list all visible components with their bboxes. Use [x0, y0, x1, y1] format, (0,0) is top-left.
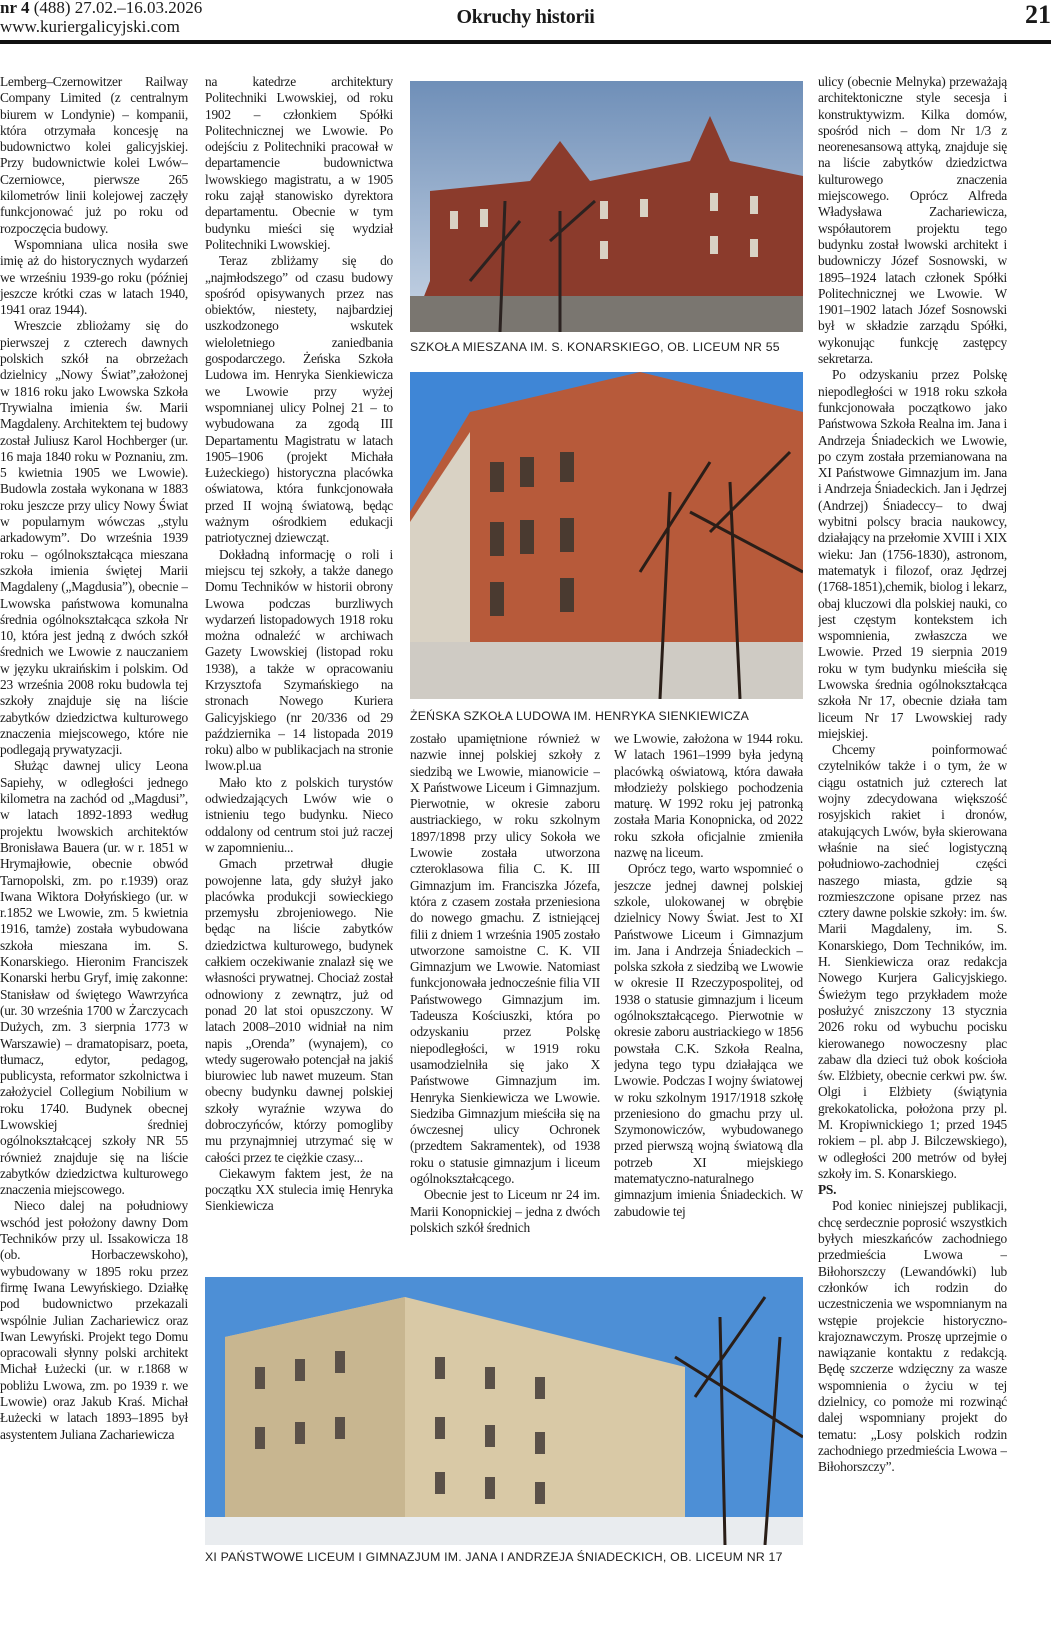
paragraph: Lemberg–Czernowitzer Railway Company Limited (z centralnym biurem w Londynie) – kompanii, która otrzymała koncesję na budownictwo kolei galicyjskiej. Przy budownictwie kolei Lwów–Czerniowce, pierwsze 265 kilometrów linii kolejowej zaczęły funkcjonować już po roku od rozpoczęcia budowy.: [0, 74, 188, 236]
section-title: Okruchy historii: [456, 6, 595, 28]
column-1: [0, 74, 188, 1635]
column-2: [205, 74, 393, 1272]
website: www.kuriergalicyjski.com: [0, 17, 180, 36]
paragraph: Służąc dawnej ulicy Leona Sapiehy, w odległości jednego kilometra na zachód od „Magdusi”, w latach 1892-1893 według projektu lwowskich architektów Bronisława Bauera (ur. w r. 1851 w Hrymajłowie, obecnie obwód Tarnopolski, zm. po r.1939) oraz Iwana Wiktora Dołyńskiego (ur. w r.1852 we Lwowie, zm. 5 kwietnia 1916, tamże) została wybudowana szkoła mieszana im. S. Konarskiego. Hieronim Franciszek Konarski herbu Gryf, imię zakonne: Stanisław od świętego Wawrzyńca (ur. 30 września 1700 w Żarczycach Dużych, zm. 3 sierpnia 1773 w Warszawie) – dramatopisarz, poeta, tłumacz, edytor, pedagog, publicysta, reformator szkolnictwa i założyciel Collegium Nobilium w roku 1740. Budynek obecnej Lwowskiej średniej ogólnokształcącej szkoły NR 55 również znajduje się na liście zabytków dziedzictwa kulturowego znaczenia miejscowego.: [0, 758, 188, 1198]
column-3: [410, 731, 600, 1272]
ps-paragraph: Pod koniec niniejszej publikacji, chcę serdecznie poprosić wszystkich byłych mieszkańców zachodniego przedmieścia Lwowa – Biłohorszczy (Lewandówki) lub członków ich rodzin do uczestniczenia we wspomnianym na wstępie projekcie historyczno-krajoznawczym. Proszę uprzejmie o nawiązanie kontaktu z redakcją. Będę szczerze wdzięczny za wasze wspomnienia o życiu w tej dzielnicy, co pomoże mi rozwinąć dalej wspomniany projekt do tematu: „Losy polskich rodzin zachodniego przedmieścia Lwowa – Biłohorszczy”.: [818, 1198, 1007, 1475]
paragraph: Chcemy poinformować czytelników także i o tym, że w ciągu ostatnich już czterech lat wojny zdecydowana większość rosyjskich rakiet i dronów, atakujących Lwów, była skierowana właśnie na sieć logistyczną południowo-zachodniej części naszego miasta, gdzie są rozmieszczone opisane przez nas cztery dawne polskie szkoły: im. św. Marii Magdaleny, im. S. Konarskiego, Dom Techników, im. H. Sienkiewicza oraz redakcja Nowego Kurjera Galicyjskiego. Świeżym tego przykładem może posłużyć zniszczony 13 stycznia 2026 roku od wybuchu pocisku kierowanego nowoczesny plac zabaw dla dzieci tuż obok kościoła św. Elżbiety, obecnie cerkwi pw. św. Olgi i Elżbiety (świątynia grekokatolicka, położona przy pl. M. Kropiwnickiego 1; przed 1945 rokiem – pl. abp J. Bilczewskiego), w odległości 200 metrów od byłej szkoły im. S. Konarskiego.: [818, 742, 1007, 1181]
paragraph: Wspomniana ulica nosiła swe imię aż do historycznych wydarzeń we wrześniu 1939-go roku (później jeszcze krótki czas w latach 1940, 1941 oraz 1944).: [0, 236, 188, 318]
issue-dates: (488) 27.02.–16.03.2026: [29, 0, 203, 17]
paragraph: Gmach przetrwał długie powojenne lata, gdy służył jako placówka produkcji sowieckiego przemysłu zbrojeniowego. Nie będąc na liście zabytków dziedzictwa kulturowego, budynek całkiem oczekiwanie znalazł się we własności prywatnej. Chociaż został odnowiony z zewnątrz, już od ponad 20 lat stoi opuszczony. W latach 2008–2010 widniał na nim napis „Orenda” (wynajem), co wtedy sugerowało potencjał na jakiś biurowiec lub nawet muzeum. Stan obecny budynku dawnej polskiej szkoły wyraźnie wzywa do dobroczyńców, którzy pomogliby mu przynajmniej utrzymać się w całości przez te ciężkie czasy...: [205, 856, 393, 1165]
issue-number: nr 4: [0, 0, 30, 17]
paragraph: Po odzyskaniu przez Polskę niepodległości w 1918 roku szkoła funkcjonowała początkowo jako Państwowa Szkoła Realna im. Jana i Andrzeja Śniadeckich we Lwowie, po czym została przemianowana na XI Państwowe Gimnazjum im. Jana i Andrzeja Śniadeckich. Jan i Jędrzej (Andrzej) Śniadeccy– to dwaj wybitni polscy bracia naukowcy, działający na przełomie XVIII i XIX wieku: Jan (1756-1830), astronom, matematyk i filozof, oraz Jędrzej (1768-1851),chemik, biolog i lekarz, obaj kluczowi dla polskiej nauki, co jest częstym kontekstem ich wspomnienia, zwłaszcza we Lwowie. Przed 19 sierpnia 2019 roku w tym budynku mieściła się Lwowska średnia ogólnokształcąca szkoła Nr 17, obecnie działa tam liceum Nr 17 Lwowskiej rady miejskiej.: [818, 367, 1007, 741]
ps-heading: PS.: [818, 1182, 837, 1198]
paragraph: ulicy (obecnie Melnyka) przeważają architektoniczne style secesja i konstruktywizm. Kilka domów, spośród nich – dom Nr 1/3 z neorenesansową attyką, znajduje się na liście zabytków dziedzictwa kulturowego znaczenia miejscowego. Oprócz Alfreda Władysława Zachariewicza, współautorem projektu tego budynku został lwowski architekt i budowniczy Józef Sosnowski, w 1895–1924 latach członek Spółki Politechnicznej we Lwowie. W 1901–1902 latach Józef Sosnowski był w składzie zarządu Spółki, wykonując funkcję zastępcy sekretarza.: [818, 74, 1007, 367]
paragraph: Teraz zbliżamy się do „najmłodszego” od czasu budowy spośród opisywanych przez nas obiektów, niestety, najbardziej uszkodzonego wskutek wieloletniego zaniedbania gospodarczego. Żeńska Szkoła Ludowa im. Henryka Sienkiewicza we Lwowie przy wyżej wspomnianej ulicy Polnej 21 – to wybudowana za zgodą III Departamentu Magistratu w latach 1905–1906 (projekt Michała Łużeckiego) historyczna placówka oświatowa, która funkcjonowała przed II wojną światową, będąc ważnym ośrodkiem edukacji patriotycznej dziewcząt.: [205, 253, 393, 546]
paragraph: Mało kto z polskich turystów odwiedzających Lwów wie o istnieniu tego budynku. Nieco oddalony od centrum stoi już raczej w zapomnieniu...: [205, 774, 393, 855]
column-3b: [614, 731, 803, 1272]
paragraph: Ciekawym faktem jest, że na początku XX stulecia imię Henryka Sienkiewicza: [205, 1165, 393, 1214]
page-number: 21: [1025, 0, 1051, 29]
paragraph: we Lwowie, założona w 1944 roku. W latach 1961–1999 była jedyną placówką oświatową, która dawała młodzieży polskiego pochodzenia maturę. W 1992 roku jej patronką została Maria Konopnicka, od 2022 roku szkoła oficjalnie zmieniła nazwę na liceum.: [614, 731, 803, 861]
photo-sniadecki-school: [205, 1277, 803, 1545]
column-4: [818, 74, 1007, 1635]
paragraph: na katedrze architektury Politechniki Lwowskiej, od roku 1902 – członkiem Spółki Politechnicznej we Lwowie. Po odejściu z Politechniki pracował w departamencie budownictwa lwowskiego magistratu, a w 1905 roku zajął stanowisko dyrektora departamentu. Obecnie w tym budynku mieści się wydział Politechniki Lwowskiej.: [205, 74, 393, 252]
photo-caption-1: SZKOŁA MIESZANA IM. S. KONARSKIEGO, OB. LICEUM NR 55: [410, 340, 780, 354]
photo-sienkiewicz-school: [410, 372, 803, 699]
photo-caption-3: XI PAŃSTWOWE LICEUM I GIMNAZJUM IM. JANA I ANDRZEJA ŚNIADECKICH, OB. LICEUM NR 17: [205, 1550, 783, 1564]
paragraph: Nieco dalej na południowy wschód jest położony dawny Dom Techników przy ul. Issakowicza 18 (ob. Horbaczewskoho), wybudowany w 1895 roku przez firmę Iwana Lewyńskiego. Działkę pod budownictwo przekazali wspólnie Julian Zachariewicz oraz Iwan Lewyński. Projekt tego Domu opracowali słynny polski architekt Michał Łużecki (ur. w r.1868 w pobliżu Lwowa, zm. po 1939 r. we Lwowie) oraz Jakub Kraś. Michał Łużecki w latach 1893–1895 był asystentem Juliana Zachariewicza: [0, 1198, 188, 1442]
header-rule: [0, 40, 1051, 44]
photo-caption-2: ŻEŃSKA SZKOŁA LUDOWA IM. HENRYKA SIENKIEWICZA: [410, 709, 750, 723]
paragraph: Dokładną informację o roli i miejscu tej szkoły, a także danego Domu Techników w historii obrony Lwowa podczas burzliwych wydarzeń listopadowych 1918 roku można odnaleźć w archiwach Gazety Lwowskiej (listopad roku 1938), a także w opracowaniu Krzysztofa Szymańskiego na stronach Nowego Kuriera Galicyjskiego (nr 20/336 od 29 października – 14 listopada 2019 roku) albo w publikacjach na stronie lwow.pl.ua: [205, 546, 393, 774]
paragraph: Oprócz tego, warto wspomnieć o jeszcze jednej dawnej polskiej szkole, ulokowanej w obrębie dzielnicy Nowy Świat. Jest to XI Państwowe Liceum i Gimnazjum im. Jana i Andrzeja Śniadeckich – polska szkoła z siedzibą we Lwowie w okresie II Rzeczypospolitej, od 1938 o statusie gimnazjum i liceum ogólnokształcącego. Pierwotnie w okresie zaboru austriackiego w 1856 powstała C.K. Szkoła Realna, jedyna tego typu działająca we Lwowie. Podczas I wojny światowej w roku szkolnym 1917/1918 szkołę przeniesiono do gmachu przy ul. Szymonowiczów, wybudowanego przed pierwszą wojną światową dla potrzeb XI miejskiego matematyczno-naturalnego gimnazjum imienia Śniadeckich. W zabudowie tej: [614, 861, 803, 1219]
paragraph: zostało upamiętnione również w nazwie innej polskiej szkoły z siedzibą we Lwowie, mianowicie – X Państwowe Liceum i Gimnazjum. Pierwotnie, w okresie zaboru austriackiego, w roku szkolnym 1897/1898 przy ulicy Sokoła we Lwowie została utworzona czteroklasowa filia C. K. III Gimnazjum im. Franciszka Józefa, która z czasem została przeniesiona do nowego gmachu. Z istniejącej filii z dniem 1 września 1905 zostało utworzone samoistne C. K. VII Gimnazjum we Lwowie. Natomiast funkcjonowała jednocześnie filia VII Państwowego Gimnazjum im. Tadeusza Kościuszki, która po odzyskaniu przez Polskę niepodległości, w 1919 roku usamodzielniła się jako X Państwowe Gimnazjum im. Henryka Sienkiewicza we Lwowie. Siedziba Gimnazjum mieściła się na ówczesnej ulicy Ochronek (przedtem Sakramentek), od 1938 roku o statusie gimnazjum i liceum ogólnokształcącego.: [410, 731, 600, 1187]
paragraph: Wreszcie zbliożamy się do pierwszej z czterech dawnych polskich szkół na obrzeżach dzielnicy „Nowy Świat”,założonej w 1816 roku jako Lwowska Szkoła Trywialna imienia św. Marii Magdaleny. Architektem tej budowy został Juliusz Karol Hochberger (ur. 16 maja 1840 roku w Poznaniu, zm. 5 kwietnia 1905 we Lwowie). Budowla została wykonana w 1883 roku jeszcze przy ulicy Nowy Świat w popularnym wówczas „stylu arkadowym”. Do września 1939 roku – ogólnokształcąca mieszana szkoła imienia świętej Marii Magdaleny („Magdusia”), obecnie – Lwowska państwowa komunalna średnia ogólnokształcąca szkoła Nr 10, która jest jedną z dwóch szkół średnich we Lwowie z nauczaniem w języku ukraińskim i polskim. Od 23 września 2008 roku budowla tej szkoły znajduje się na liście zabytków dziedzictwa kulturowego znaczenia miejscowego, które nie podlegają prywatyzacji.: [0, 318, 188, 758]
photo-konarski-school: [410, 81, 803, 332]
paragraph: Obecnie jest to Liceum nr 24 im. Marii Konopnickiej – jedna z dwóch polskich szkół średnich: [410, 1187, 600, 1235]
